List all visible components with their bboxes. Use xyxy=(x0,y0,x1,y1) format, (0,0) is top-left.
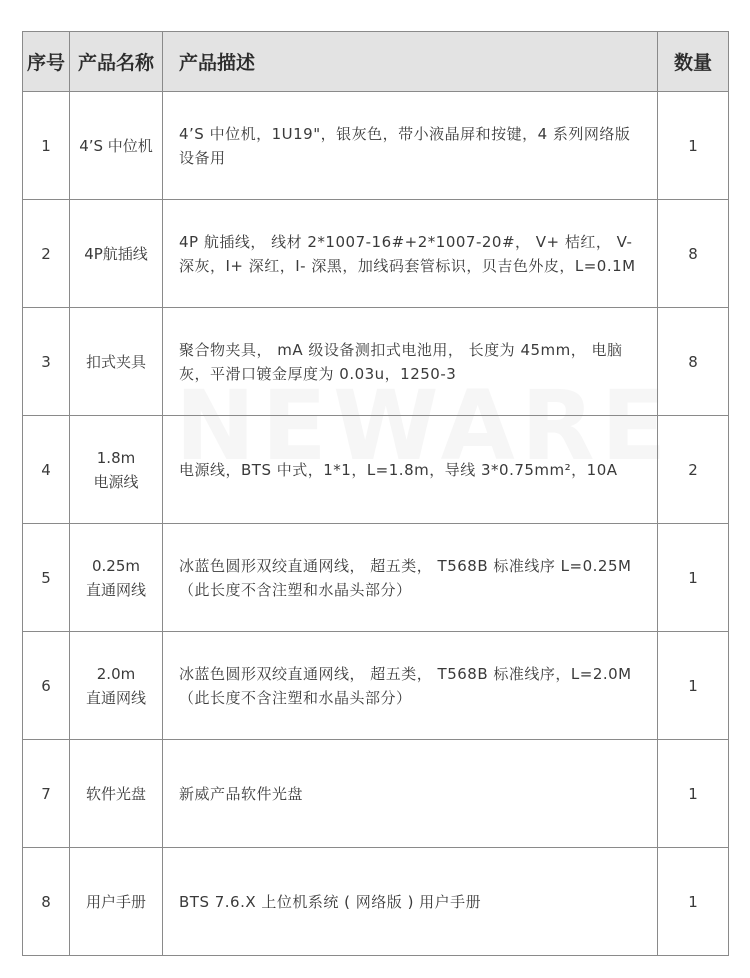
table-row xyxy=(23,632,729,740)
cell-qty: 1 xyxy=(658,92,729,200)
cell-name xyxy=(70,740,163,848)
header-no: 序号 xyxy=(23,32,70,92)
cell-no: 5 xyxy=(23,524,70,632)
cell-name-line: 直通网线 xyxy=(85,688,146,707)
cell-no: 1 xyxy=(23,92,70,200)
cell-no: 8 xyxy=(23,848,70,956)
cell-name-line: 4’S 中位机 xyxy=(79,136,153,155)
cell-name xyxy=(70,848,163,956)
cell-desc: 4P 航插线， 线材 2*1007-16#+2*1007-20#， V+ 桔红， V- 深灰，I+ 深红，I- 深黑，加线码套管标识，贝吉色外皮，L=0.1M xyxy=(163,200,658,308)
table-row xyxy=(23,740,729,848)
table-row xyxy=(23,200,729,308)
table-row xyxy=(23,308,729,416)
cell-name xyxy=(70,524,163,632)
cell-name xyxy=(70,632,163,740)
cell-qty: 1 xyxy=(658,524,729,632)
table-row xyxy=(23,92,729,200)
cell-name-line: 扣式夹具 xyxy=(85,352,146,371)
cell-name xyxy=(70,200,163,308)
cell-desc: 冰蓝色圆形双绞直通网线， 超五类， T568B 标准线序，L=2.0M（此长度不含注塑和水晶头部分） xyxy=(163,632,658,740)
cell-name-line: 0.25m xyxy=(91,556,140,575)
cell-no: 3 xyxy=(23,308,70,416)
table-header-row xyxy=(23,32,729,92)
cell-name-line: 4P航插线 xyxy=(84,244,148,263)
cell-name xyxy=(70,92,163,200)
cell-desc: BTS 7.6.X 上位机系统 ( 网络版 ) 用户手册 xyxy=(163,848,658,956)
cell-name xyxy=(70,416,163,524)
cell-name-line: 电源线 xyxy=(93,472,139,491)
table-row xyxy=(23,524,729,632)
cell-name-line: 用户手册 xyxy=(85,892,146,911)
header-qty: 数量 xyxy=(658,32,729,92)
cell-name-line: 1.8m xyxy=(96,448,136,467)
cell-no: 6 xyxy=(23,632,70,740)
cell-no: 7 xyxy=(23,740,70,848)
cell-no: 2 xyxy=(23,200,70,308)
cell-name-line: 软件光盘 xyxy=(85,784,146,803)
cell-qty: 8 xyxy=(658,200,729,308)
cell-qty: 1 xyxy=(658,848,729,956)
cell-name-line: 直通网线 xyxy=(85,580,146,599)
cell-qty: 8 xyxy=(658,308,729,416)
table-row xyxy=(23,848,729,956)
cell-qty: 1 xyxy=(658,632,729,740)
cell-desc: 电源线，BTS 中式，1*1，L=1.8m，导线 3*0.75mm²，10A xyxy=(163,416,658,524)
header-name: 产品名称 xyxy=(70,32,163,92)
cell-qty: 2 xyxy=(658,416,729,524)
cell-desc: 冰蓝色圆形双绞直通网线， 超五类， T568B 标准线序 L=0.25M （此长度不含注塑和水晶头部分） xyxy=(163,524,658,632)
table-row xyxy=(23,416,729,524)
cell-no: 4 xyxy=(23,416,70,524)
header-desc: 产品描述 xyxy=(163,32,658,92)
product-list-table xyxy=(22,31,729,956)
cell-name-line: 2.0m xyxy=(96,664,136,683)
cell-desc: 聚合物夹具， mA 级设备测扣式电池用， 长度为 45mm， 电脑灰，平滑口镀金厚度为 0.03u，1250-3 xyxy=(163,308,658,416)
cell-desc: 4’S 中位机，1U19"，银灰色，带小液晶屏和按键，4 系列网络版设备用 xyxy=(163,92,658,200)
cell-qty: 1 xyxy=(658,740,729,848)
cell-name xyxy=(70,308,163,416)
cell-desc: 新威产品软件光盘 xyxy=(163,740,658,848)
